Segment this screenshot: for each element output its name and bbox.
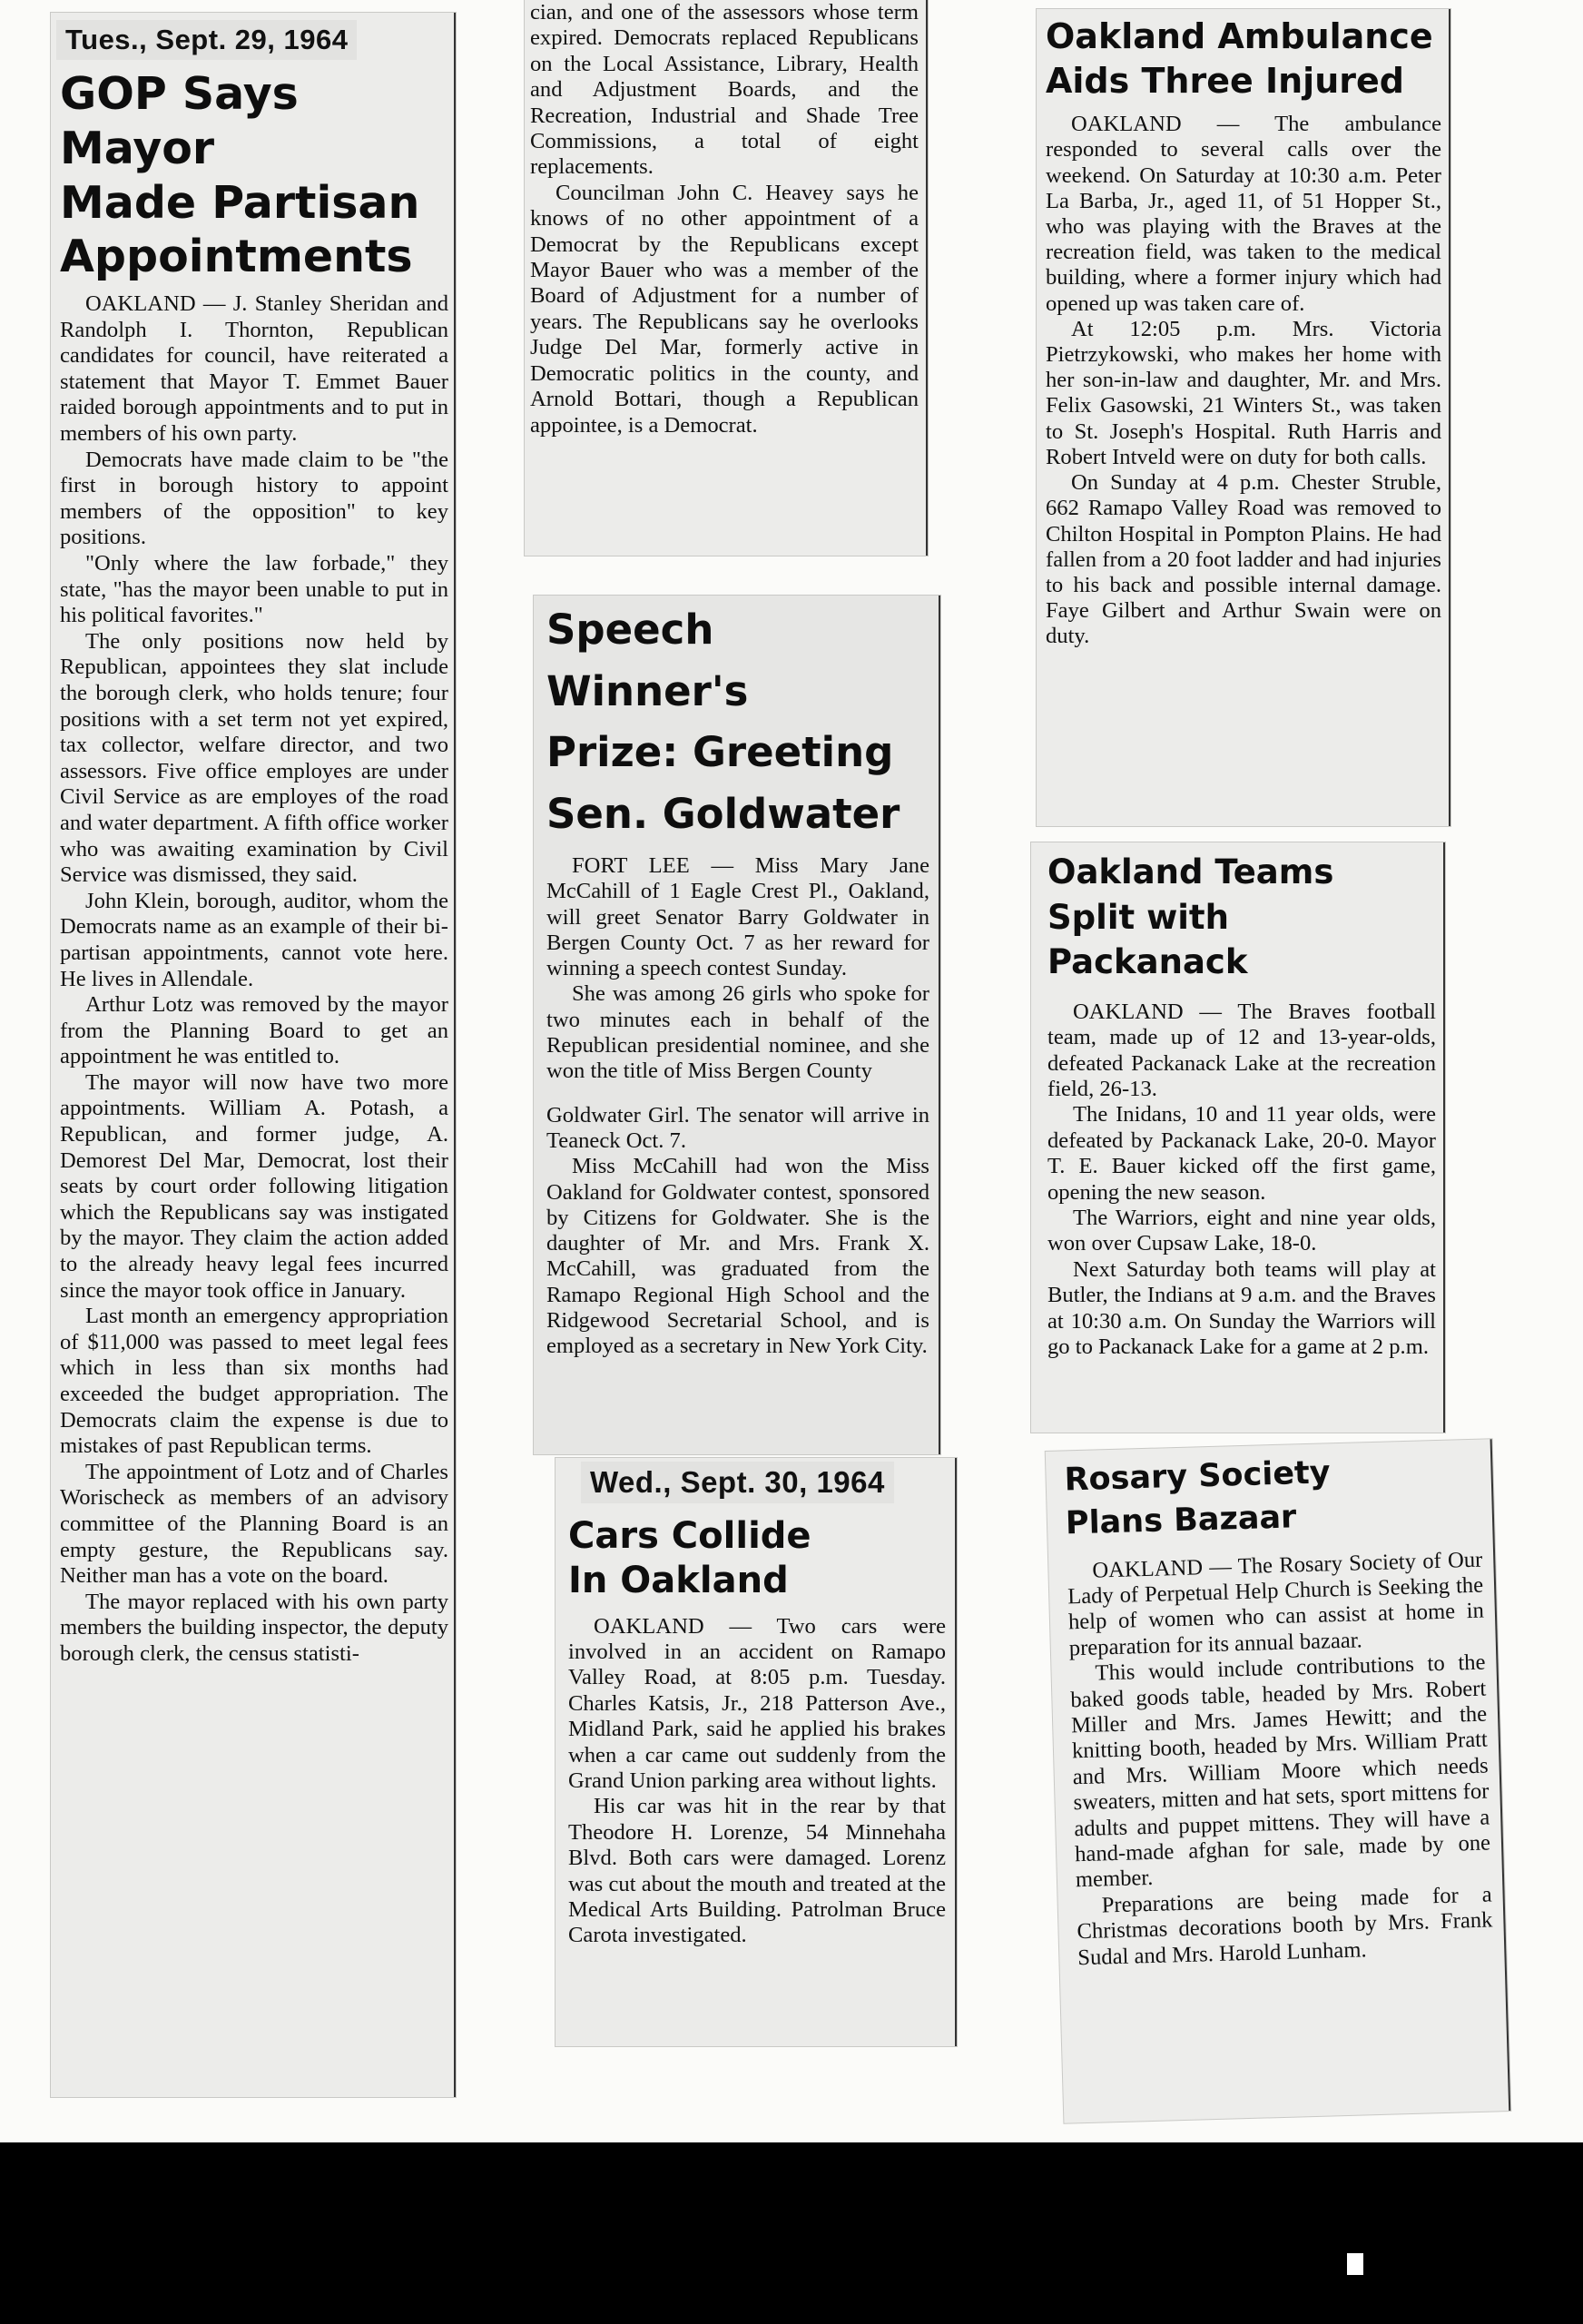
article-body [1047, 1000, 1436, 1361]
paragraph: This would include contributions to the baked goods table, headed by Mrs. Robert Miller and Mrs. James Hewitt; and the knitting booth, headed by Mrs. William Pratt and Mrs. William Moore which needs sweaters, mitten and hat sets, sport mittens for adults and puppet mittens. They will have a hand-made afghan for sale, made by one member. [1070, 1649, 1491, 1893]
headline-line: Appointments [60, 231, 413, 283]
paragraph: The only positions now held by Republican, appointees they slat include the borough clerk, who holds tenure; four positions with a set term not yet expired, tax collector, welfare director, and two assessors. Five office employes are under Civil Service as are employes of the road and water department. A fifth office worker who was awaiting examination by Civil Service was dismissed, they said. [60, 628, 448, 888]
paragraph: Last month an emergency appropriation of $11,000 was passed to meet legal fees which in less than six months had exceeded the budget appropriation. The Democrats claim the expense is due to mistakes of past Republican terms. [60, 1304, 448, 1459]
clipping-oakland-ambulance [1037, 9, 1450, 826]
headline-line: GOP Says Mayor [60, 68, 299, 174]
paragraph: OAKLAND — J. Stanley Sheridan and Randolph I. Thornton, Republican candidates for council, have reiterated a statement that Mayor T. Emmet Bauer raided borough appointments and to put in members of his own party. [60, 291, 448, 447]
paragraph: FORT LEE — Miss Mary Jane McCahill of 1 Eagle Crest Pl., Oakland, will greet Senator Barry Goldwater in Bergen County Oct. 7 as her reward for winning a speech contest Sunday. [546, 853, 929, 981]
paragraph: His car was hit in the rear by that Theodore H. Lorenze, 54 Minnehaha Blvd. Both cars were damaged. Lorenz was cut about the mouth and treated at the Medical Arts Building. Patrolman Bruce Carota investigated. [568, 1794, 946, 1948]
paragraph: OAKLAND — The Rosary Society of Our Lady of Perpetual Help Church is Seeking the help of women who can assist at home in preparation for its annual bazaar. [1067, 1547, 1485, 1661]
headline [546, 599, 929, 844]
article-body [525, 0, 926, 438]
paragraph: Councilman John C. Heavey says he knows of no other appointment of a Democrat by the Republicans except Mayor Bauer who was a member of the Board of Adjustment for a number of years. The Republicans say he overlooks Judge Del Mar, formerly active in Democratic politics in the county, and Arnold Bottari, though a Republican appointee, is a Democrat. [530, 180, 919, 438]
headline [568, 1514, 946, 1603]
headline [1047, 850, 1436, 985]
headline-line: In Oakland [568, 1559, 789, 1601]
headline [1064, 1447, 1482, 1546]
article-body [60, 291, 448, 1667]
clipping-rosary-society [1046, 1439, 1510, 2122]
paragraph: Democrats have made claim to be "the first in borough history to appoint members of the opposition" to key positions. [60, 447, 448, 550]
paragraph: OAKLAND — The Braves football team, made up of 12 and 13-year-olds, defeated Packanack Lake at the recreation field, 26-13. [1047, 999, 1436, 1101]
paragraph: John Klein, borough, auditor, whom the Democrats name as an example of their bi-partisan appointments, cannot vote here. He lives in Allendale. [60, 888, 448, 991]
article-body [1067, 1547, 1494, 1971]
headline-line: Prize: Greeting [546, 728, 894, 776]
article-body [546, 853, 929, 1360]
paragraph: OAKLAND — The ambulance responded to several calls over the weekend. On Saturday at 10:30 a.m. Peter La Barba, Jr., aged 11, of 51 Hopper St., who was playing with the Braves at the recreation field, was taken to the medical building, where a former injury which had opened up was taken care of. [1046, 112, 1441, 316]
clipping-continuation [525, 0, 928, 556]
headline-line: Plans Bazaar [1065, 1499, 1297, 1542]
paragraph: cian, and one of the assessors whose term expired. Democrats replaced Republicans on the Local Assistance, Library, Health and Adjustment Boards, and the Recreation, Industrial and Shade Tree Commissions, a total of eight replacements. [530, 0, 919, 180]
clipping-cars-collide [556, 1458, 957, 2046]
paragraph: OAKLAND — Two cars were involved in an accident on Ramapo Valley Road, at 8:05 p.m. Tuesday. Charles Katsis, Jr., 218 Patterson Ave., Midland Park, said he applied his brakes when a car came out suddenly from the Grand Union parking area without lights. [568, 1613, 946, 1794]
paragraph: She was among 26 girls who spoke for two minutes each in behalf of the Republican presidential nominee, and she won the title of Miss Bergen County [546, 981, 929, 1084]
paragraph: Arthur Lotz was removed by the mayor from the Planning Board to get an appointment he was entitled to. [60, 992, 448, 1069]
headline-line: Rosary Society [1064, 1454, 1332, 1499]
article-body [1046, 112, 1441, 649]
dateline: Tues., Sept. 29, 1964 [56, 20, 357, 60]
paragraph: Miss McCahill had won the Miss Oakland for Goldwater contest, sponsored by Citizens for Goldwater. She is the daughter of Mr. and Mrs. Frank X. McCahill, was graduated from the Ramapo Regional High School and the Ridgewood Secretarial School, and is employed as a secretary in New York City. [546, 1154, 929, 1359]
paragraph: At 12:05 p.m. Mrs. Victoria Pietrzykowski, who makes her home with her son-in-law and daughter, Mr. and Mrs. Felix Gasowski, 21 Winters St., was taken to St. Joseph's Hospital. Ruth Harris and Robert Intveld were on duty for both calls. [1046, 316, 1441, 469]
paragraph: The mayor replaced with his own party members the building inspector, the deputy borough clerk, the census statisti- [60, 1589, 448, 1666]
clipping-oakland-teams [1031, 842, 1445, 1433]
headline-line: Cars Collide [568, 1515, 811, 1557]
clipping-speech-winner [534, 596, 940, 1454]
paragraph: The mayor will now have two more appointments. William A. Potash, a Republican, and former judge, A. Demorest Del Mar, Democrat, lost their seats by court order following litigation which the Republicans say was instigated by the mayor. They claim the action added to the already heavy legal fees incurred since the mayor took office in January. [60, 1069, 448, 1303]
clipping-gop-says-mayor [51, 13, 456, 2097]
headline [60, 67, 448, 284]
paragraph: Preparations are being made for a Christmas decorations booth by Mrs. Frank Sudal and Mrs. Harold Lunham. [1077, 1882, 1493, 1970]
headline-line: Speech Winner's [546, 606, 749, 715]
headline-line: Oakland Ambulance [1046, 16, 1433, 56]
article-body [568, 1614, 946, 1949]
paragraph: Next Saturday both teams will play at Butler, the Indians at 9 a.m. and the Braves at 10:30 a.m. On Sunday the Warriors will go to Packanack Lake for a game at 2 p.m. [1047, 1256, 1436, 1360]
dateline: Wed., Sept. 30, 1964 [581, 1462, 894, 1503]
paragraph: "Only where the law forbade," they state, "has the mayor been unable to put in his political favorites." [60, 551, 448, 628]
scan-mark [1347, 2253, 1363, 2275]
headline-line: Oakland Teams [1047, 852, 1334, 891]
paragraph: Goldwater Girl. The senator will arrive in Teaneck Oct. 7. [546, 1102, 929, 1153]
headline-line: Split with Packanack [1047, 897, 1248, 982]
paragraph: On Sunday at 4 p.m. Chester Struble, 662 Ramapo Valley Road was removed to Chilton Hospital in Pompton Plains. He had fallen from a 20 foot ladder and had injuries to his back and possible internal damage. Faye Gilbert and Arthur Swain were on duty. [1046, 470, 1441, 649]
headline-line: Aids Three Injured [1046, 60, 1404, 101]
paragraph: The Inidans, 10 and 11 year olds, were defeated by Packanack Lake, 20-0. Mayor T. E. Bauer kicked off the first game, opening the new season. [1047, 1102, 1436, 1205]
headline-line: Made Partisan [60, 176, 420, 229]
paragraph: The appointment of Lotz and of Charles Worischeck as members of an advisory committee of the Planning Board is an empty gesture, the Republicans say. Neither man has a vote on the board. [60, 1459, 448, 1589]
headline-line: Sen. Goldwater [546, 789, 900, 838]
headline [1046, 15, 1441, 103]
paragraph: The Warriors, eight and nine year olds, won over Cupsaw Lake, 18-0. [1047, 1205, 1436, 1256]
